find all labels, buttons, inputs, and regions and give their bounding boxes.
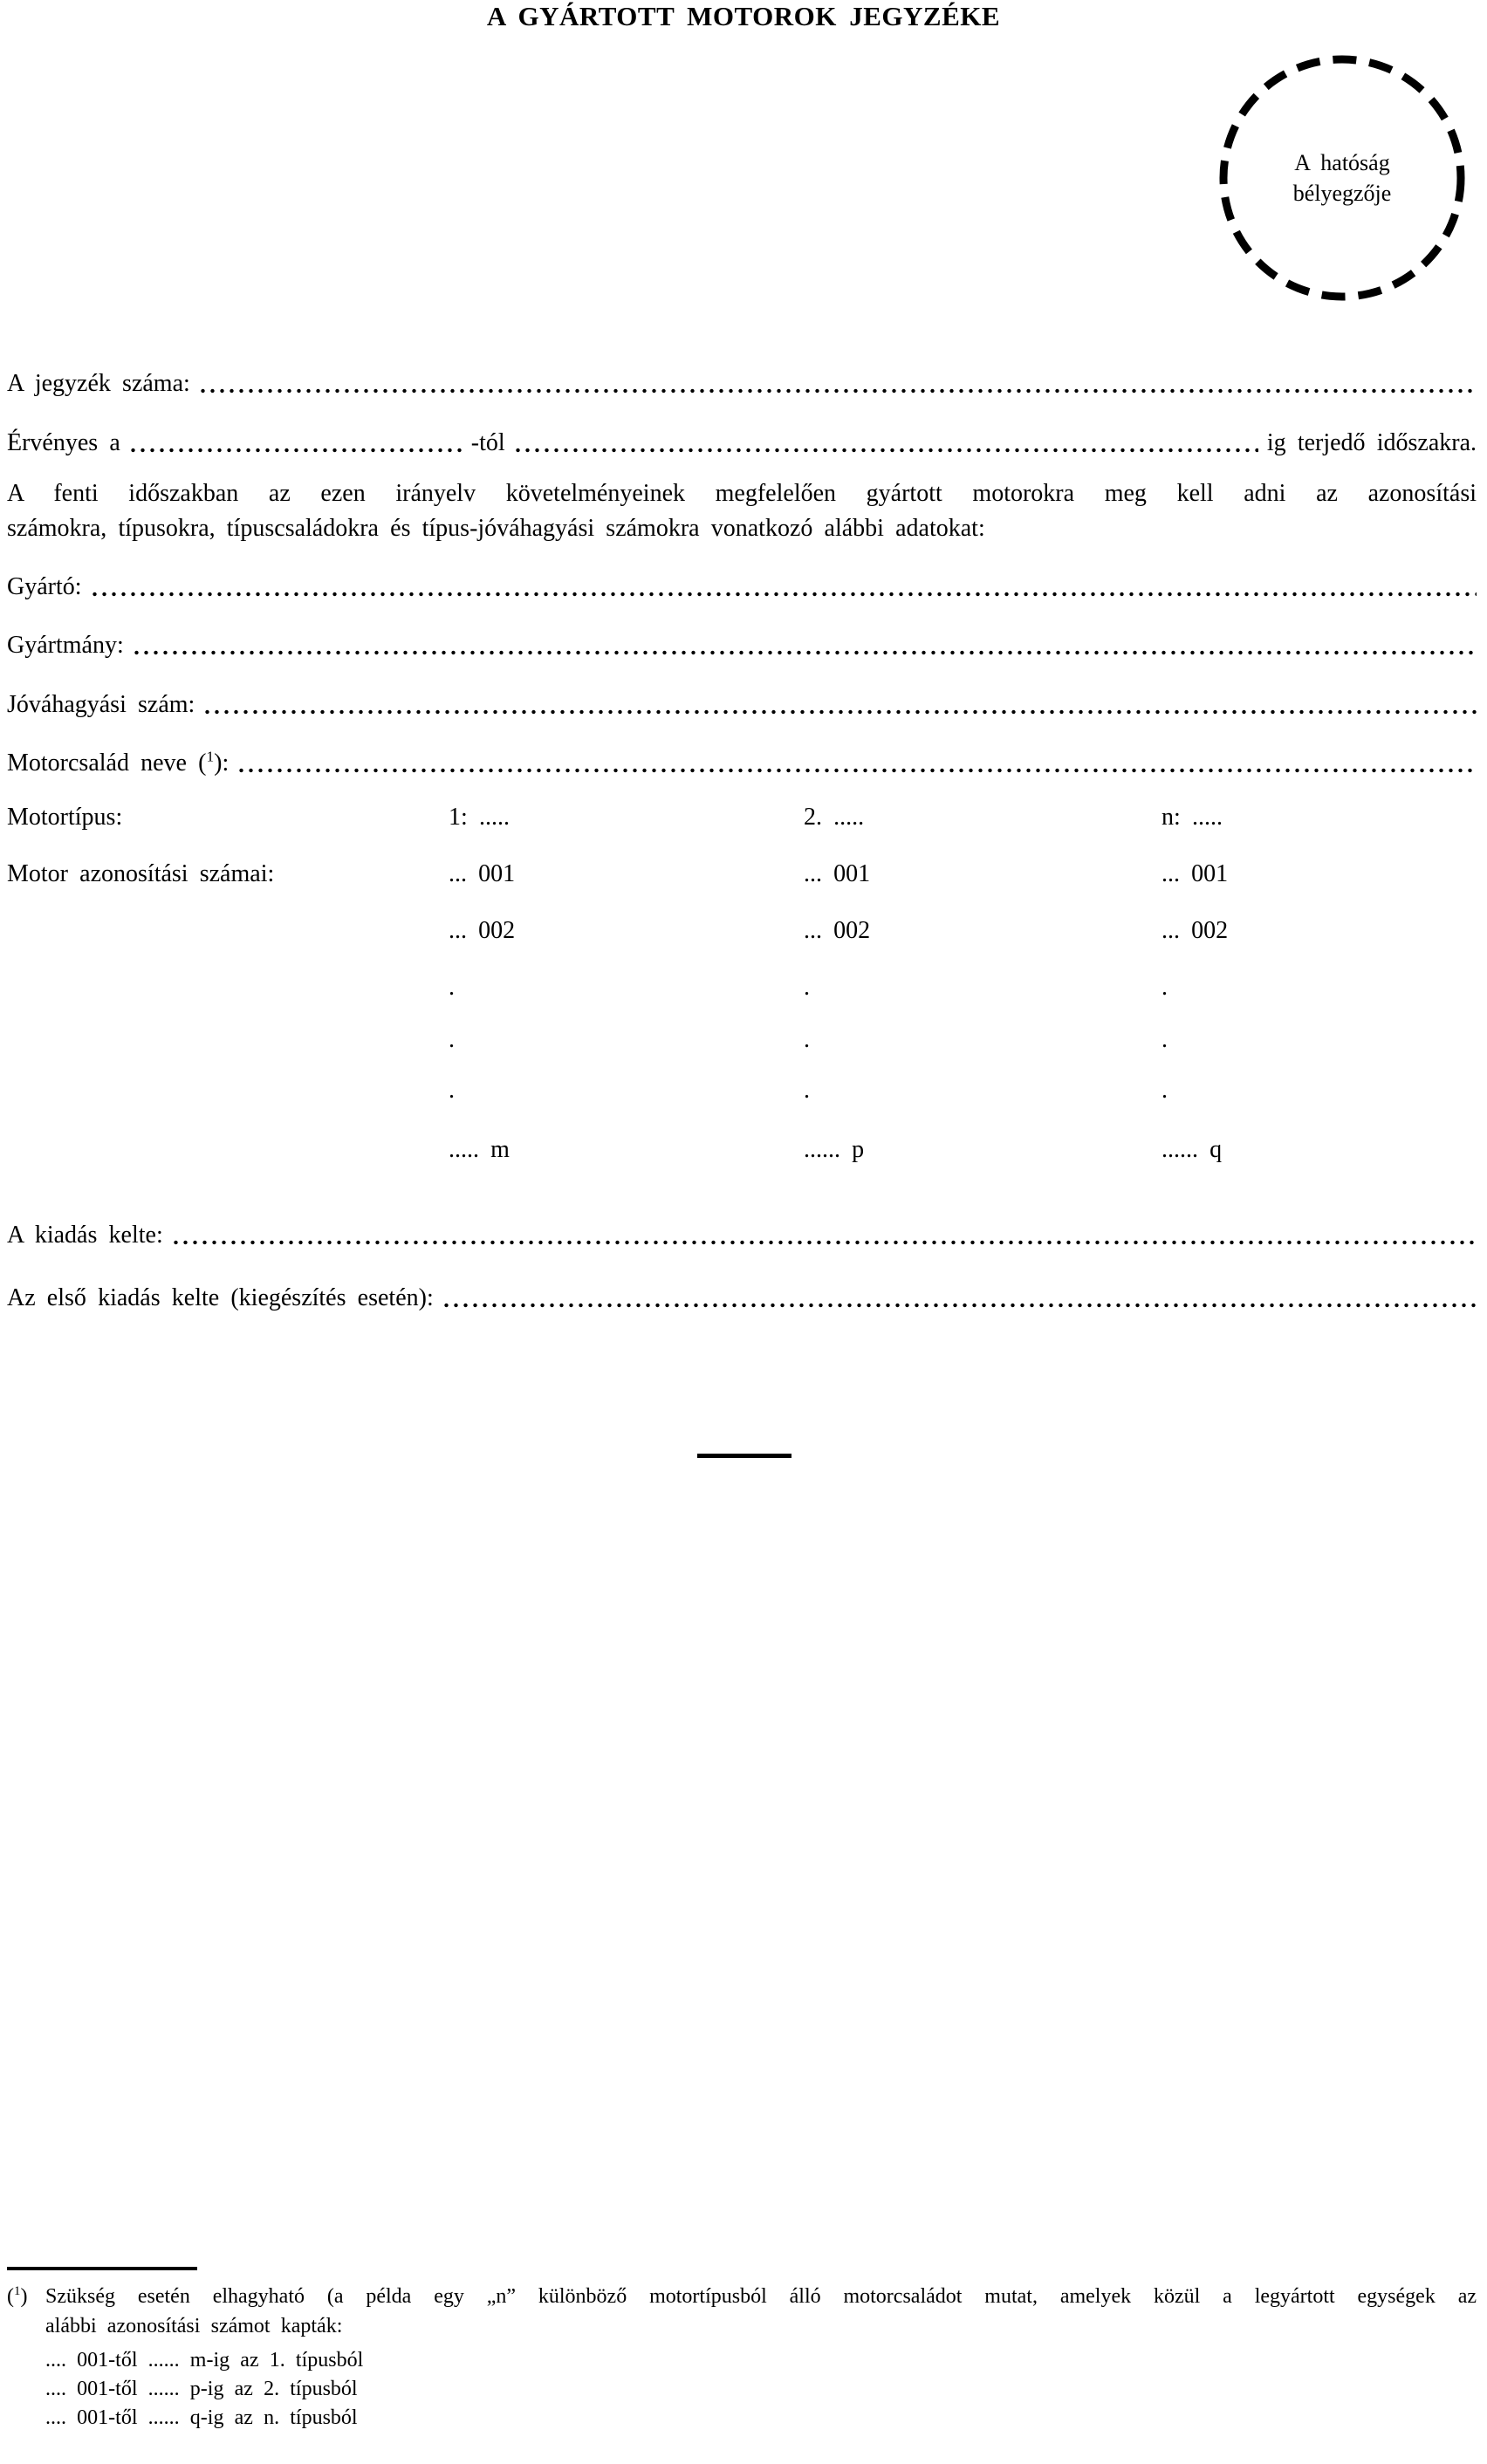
field-make-label: Gyártmány: [7,632,124,659]
intro-paragraph-line2: számokra, típusokra, típuscsaládokra és típus-jóváhagyási számokra vonatkozó alábbi adatokat: [7,515,985,542]
ellipsis-cell: . [1162,1077,1168,1104]
id-cell: ... 001 [449,860,516,887]
id-cell: ... 002 [449,917,516,944]
dotted-fill-line [444,1303,1477,1308]
field-engine-family-label-suffix: ): [214,749,230,777]
table-row-ellipsis [7,973,1477,1025]
center-divider-rule [697,1454,791,1458]
footnote-marker-superscript: 1 [14,2284,21,2298]
dotted-fill-line [134,650,1477,655]
footnote-item-1: .... 001-től ...... m-ig az 1. típusból [45,2349,364,2372]
authority-stamp [1218,54,1466,302]
field-issue-date [7,1220,1477,1251]
dotted-fill-line [131,448,463,453]
footnote-paragraph [7,2282,1477,2341]
footnote-text-line1: Szükség esetén elhagyható (a példa egy „n” különböző motortípusból álló motorcsaládot mutat, amelyek közül a legyártott egységek az [45,2285,1477,2308]
ellipsis-cell: . [804,1077,810,1104]
table-row-last-ids [7,1135,1477,1165]
engine-type-table [7,803,1477,1165]
engine-type-row-label: Motortípus: [7,804,123,831]
field-manufacturer-label: Gyártó: [7,573,82,600]
field-approval-number-label: Jóváhagyási szám: [7,691,195,718]
engine-type-cell-1: 1: ..... [449,804,510,831]
field-make [7,630,1477,661]
stamp-text [1218,54,1466,302]
ellipsis-cell: . [1162,1026,1168,1053]
intro-paragraph [7,476,1477,546]
intro-paragraph-line1: A fenti időszakban az ezen irányelv követelményeinek megfelelően gyártott motorokra meg kell adni az azonosítási [7,480,1477,507]
ellipsis-cell: . [1162,974,1168,1001]
footnote-item-2: .... 001-től ...... p-ig az 2. típusból [45,2378,358,2400]
stamp-text-line1: A hatóság [1294,150,1390,175]
dotted-fill-line [93,592,1477,597]
field-validity-suffix: ig terjedő időszakra. [1266,429,1477,456]
dotted-fill-line [239,768,1477,773]
field-engine-family [7,748,1477,779]
engine-type-cell-n: n: ..... [1162,804,1223,831]
ellipsis-cell: . [449,1077,455,1104]
last-id-cell-m: ..... m [449,1136,510,1163]
field-list-number [7,368,1477,400]
field-first-issue-date-label: Az első kiadás kelte (kiegészítés esetén): [7,1284,434,1311]
footnote-reference-superscript: 1 [206,748,215,765]
footnote-text-line2: alábbi azonosítási számot kapták: [45,2315,343,2337]
ellipsis-cell: . [804,974,810,1001]
field-list-number-label: A jegyzék száma: [7,370,190,397]
field-first-issue-date [7,1283,1477,1314]
footnote-block [7,2267,1477,2433]
field-engine-family-label-prefix: Motorcsalád neve ( [7,749,207,777]
dotted-fill-line [201,388,1477,394]
footnote-item-3: .... 001-től ...... q-ig az n. típusból [45,2406,358,2429]
last-id-cell-p: ...... p [804,1136,865,1163]
id-cell: ... 001 [1162,860,1229,887]
id-cell: ... 002 [1162,917,1229,944]
engine-type-cell-2: 2. ..... [804,804,865,831]
dotted-fill-line [205,709,1477,715]
id-cell: ... 001 [804,860,871,887]
field-validity-tol: -tól [470,429,505,456]
field-manufacturer [7,572,1477,603]
ellipsis-cell: . [449,1026,455,1053]
table-row-ellipsis [7,1025,1477,1076]
footnote-marker-open: ( [7,2285,14,2308]
footnote-marker-close: ) [20,2285,28,2308]
field-engine-family-label [7,748,229,779]
id-numbers-row-label: Motor azonosítási számai: [7,860,275,887]
id-cell: ... 002 [804,917,871,944]
footnote-marker [7,2282,45,2341]
table-row-id-numbers-001 [7,859,1477,916]
table-row-id-numbers-002 [7,916,1477,973]
footnote-text [45,2282,1477,2341]
field-validity-period [7,428,1477,459]
ellipsis-cell: . [449,974,455,1001]
field-validity-prefix: Érvényes a [7,429,120,456]
dotted-fill-line [516,448,1258,453]
table-row-ellipsis [7,1076,1477,1135]
table-row-engine-type [7,803,1477,859]
field-approval-number [7,689,1477,721]
dotted-fill-line [174,1240,1477,1245]
page-title: A GYÁRTOTT MOTOROK JEGYZÉKE [486,1,1001,31]
field-issue-date-label: A kiadás kelte: [7,1222,163,1249]
footnote-separator-rule [7,2267,197,2270]
footnote-items [45,2346,1477,2433]
last-id-cell-q: ...... q [1162,1136,1223,1163]
stamp-text-line2: bélyegzője [1292,181,1392,206]
ellipsis-cell: . [804,1026,810,1053]
